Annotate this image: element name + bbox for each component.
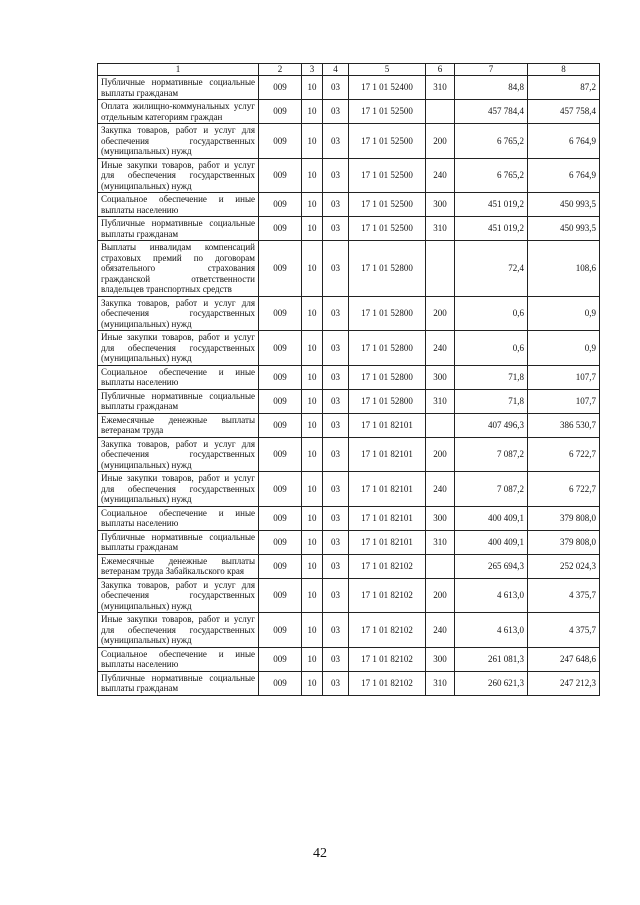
subsection-code-cell: 03 [323,472,349,507]
amount-year1-cell: 71,8 [455,365,528,389]
table-row [98,365,600,389]
table-row [98,331,600,366]
column-number: 2 [259,64,302,76]
amount-year1-cell: 72,4 [455,241,528,297]
row-name-cell: Социальное обеспечение и иные выплаты населению [98,193,259,217]
expense-type-cell [426,241,455,297]
amount-year2-cell: 4 375,7 [528,613,600,648]
amount-year1-cell: 451 019,2 [455,193,528,217]
row-name-cell: Социальное обеспечение и иные выплаты населению [98,365,259,389]
table-row [98,554,600,578]
section-code-cell: 10 [302,437,323,472]
table-row [98,530,600,554]
target-article-cell: 17 1 01 52800 [349,389,426,413]
row-name-cell: Публичные нормативные социальные выплаты гражданам [98,217,259,241]
section-code-cell: 10 [302,100,323,124]
amount-year1-cell: 71,8 [455,389,528,413]
section-code-cell: 10 [302,241,323,297]
row-name-cell: Публичные нормативные социальные выплаты гражданам [98,389,259,413]
column-number-row [98,64,600,76]
table-row [98,389,600,413]
expense-type-cell: 200 [426,296,455,331]
ministry-code-cell: 009 [259,389,302,413]
section-code-cell: 10 [302,413,323,437]
amount-year1-cell: 400 409,1 [455,530,528,554]
expense-type-cell: 300 [426,647,455,671]
subsection-code-cell: 03 [323,389,349,413]
row-name-cell: Публичные нормативные социальные выплаты гражданам [98,671,259,695]
ministry-code-cell: 009 [259,158,302,193]
section-code-cell: 10 [302,124,323,159]
amount-year2-cell: 0,9 [528,296,600,331]
ministry-code-cell: 009 [259,578,302,613]
amount-year1-cell: 407 496,3 [455,413,528,437]
expense-type-cell: 310 [426,530,455,554]
table-row [98,241,600,297]
ministry-code-cell: 009 [259,296,302,331]
table-row [98,296,600,331]
expense-type-cell: 310 [426,671,455,695]
amount-year2-cell: 6 764,9 [528,158,600,193]
row-name-cell: Иные закупки товаров, работ и услуг для обеспечения государственных (муниципальных) нужд [98,472,259,507]
amount-year2-cell: 379 808,0 [528,530,600,554]
subsection-code-cell: 03 [323,613,349,648]
ministry-code-cell: 009 [259,437,302,472]
target-article-cell: 17 1 01 82102 [349,578,426,613]
column-number: 5 [349,64,426,76]
table-row [98,193,600,217]
section-code-cell: 10 [302,472,323,507]
section-code-cell: 10 [302,365,323,389]
amount-year1-cell: 0,6 [455,331,528,366]
row-name-cell: Ежемесячные денежные выплаты ветеранам труда [98,413,259,437]
amount-year2-cell: 108,6 [528,241,600,297]
subsection-code-cell: 03 [323,437,349,472]
expense-type-cell: 200 [426,437,455,472]
column-number: 8 [528,64,600,76]
amount-year1-cell: 4 613,0 [455,613,528,648]
ministry-code-cell: 009 [259,647,302,671]
table-row [98,578,600,613]
ministry-code-cell: 009 [259,193,302,217]
target-article-cell: 17 1 01 82102 [349,647,426,671]
ministry-code-cell: 009 [259,413,302,437]
subsection-code-cell: 03 [323,530,349,554]
expense-type-cell: 310 [426,217,455,241]
row-name-cell: Социальное обеспечение и иные выплаты населению [98,506,259,530]
amount-year2-cell: 107,7 [528,365,600,389]
ministry-code-cell: 009 [259,217,302,241]
amount-year2-cell: 247 212,3 [528,671,600,695]
amount-year2-cell: 87,2 [528,76,600,100]
expense-type-cell: 240 [426,331,455,366]
ministry-code-cell: 009 [259,124,302,159]
amount-year1-cell: 260 621,3 [455,671,528,695]
subsection-code-cell: 03 [323,100,349,124]
amount-year1-cell: 400 409,1 [455,506,528,530]
expense-type-cell: 310 [426,389,455,413]
section-code-cell: 10 [302,76,323,100]
amount-year2-cell: 252 024,3 [528,554,600,578]
row-name-cell: Ежемесячные денежные выплаты ветеранам труда Забайкальского края [98,554,259,578]
amount-year1-cell: 7 087,2 [455,472,528,507]
amount-year1-cell: 261 081,3 [455,647,528,671]
target-article-cell: 17 1 01 52500 [349,124,426,159]
row-name-cell: Иные закупки товаров, работ и услуг для обеспечения государственных (муниципальных) нужд [98,158,259,193]
subsection-code-cell: 03 [323,296,349,331]
expense-type-cell: 300 [426,193,455,217]
section-code-cell: 10 [302,193,323,217]
ministry-code-cell: 009 [259,554,302,578]
target-article-cell: 17 1 01 52400 [349,76,426,100]
ministry-code-cell: 009 [259,100,302,124]
section-code-cell: 10 [302,530,323,554]
amount-year1-cell: 265 694,3 [455,554,528,578]
amount-year1-cell: 4 613,0 [455,578,528,613]
subsection-code-cell: 03 [323,647,349,671]
expense-type-cell: 300 [426,506,455,530]
column-number: 6 [426,64,455,76]
amount-year2-cell: 4 375,7 [528,578,600,613]
amount-year1-cell: 6 765,2 [455,124,528,159]
page-number: 42 [313,846,327,861]
row-name-cell: Закупка товаров, работ и услуг для обеспечения государственных (муниципальных) нужд [98,296,259,331]
target-article-cell: 17 1 01 52800 [349,331,426,366]
amount-year2-cell: 6 722,7 [528,437,600,472]
amount-year2-cell: 457 758,4 [528,100,600,124]
target-article-cell: 17 1 01 52800 [349,365,426,389]
amount-year1-cell: 6 765,2 [455,158,528,193]
target-article-cell: 17 1 01 82102 [349,671,426,695]
subsection-code-cell: 03 [323,217,349,241]
section-code-cell: 10 [302,613,323,648]
target-article-cell: 17 1 01 82101 [349,413,426,437]
row-name-cell: Выплаты инвалидам компенсаций страховых премий по договорам обязательного страхования гражданской ответственности владельцев транспортных средств [98,241,259,297]
section-code-cell: 10 [302,158,323,193]
section-code-cell: 10 [302,578,323,613]
row-name-cell: Оплата жилищно-коммунальных услуг отдельным категориям граждан [98,100,259,124]
expense-type-cell: 200 [426,124,455,159]
ministry-code-cell: 009 [259,365,302,389]
row-name-cell: Публичные нормативные социальные выплаты гражданам [98,76,259,100]
row-name-cell: Публичные нормативные социальные выплаты гражданам [98,530,259,554]
budget-table [97,63,600,696]
ministry-code-cell: 009 [259,530,302,554]
expense-type-cell: 240 [426,613,455,648]
ministry-code-cell: 009 [259,506,302,530]
subsection-code-cell: 03 [323,671,349,695]
target-article-cell: 17 1 01 52800 [349,296,426,331]
target-article-cell: 17 1 01 82101 [349,530,426,554]
column-number: 7 [455,64,528,76]
row-name-cell: Иные закупки товаров, работ и услуг для обеспечения государственных (муниципальных) нужд [98,613,259,648]
subsection-code-cell: 03 [323,124,349,159]
table-row [98,100,600,124]
amount-year2-cell: 379 808,0 [528,506,600,530]
ministry-code-cell: 009 [259,331,302,366]
amount-year1-cell: 457 784,4 [455,100,528,124]
target-article-cell: 17 1 01 82102 [349,554,426,578]
table-row [98,647,600,671]
row-name-cell: Социальное обеспечение и иные выплаты населению [98,647,259,671]
table-row [98,437,600,472]
amount-year1-cell: 7 087,2 [455,437,528,472]
table-row [98,472,600,507]
subsection-code-cell: 03 [323,241,349,297]
amount-year1-cell: 0,6 [455,296,528,331]
column-number: 1 [98,64,259,76]
ministry-code-cell: 009 [259,613,302,648]
table-row [98,76,600,100]
table-body [98,64,600,696]
target-article-cell: 17 1 01 52500 [349,217,426,241]
subsection-code-cell: 03 [323,158,349,193]
section-code-cell: 10 [302,389,323,413]
expense-type-cell: 240 [426,158,455,193]
subsection-code-cell: 03 [323,331,349,366]
amount-year2-cell: 386 530,7 [528,413,600,437]
section-code-cell: 10 [302,331,323,366]
target-article-cell: 17 1 01 82101 [349,437,426,472]
section-code-cell: 10 [302,554,323,578]
column-number: 4 [323,64,349,76]
expense-type-cell: 300 [426,365,455,389]
amount-year2-cell: 450 993,5 [528,193,600,217]
section-code-cell: 10 [302,217,323,241]
table-row [98,217,600,241]
row-name-cell: Закупка товаров, работ и услуг для обеспечения государственных (муниципальных) нужд [98,578,259,613]
target-article-cell: 17 1 01 52500 [349,100,426,124]
section-code-cell: 10 [302,671,323,695]
target-article-cell: 17 1 01 52800 [349,241,426,297]
target-article-cell: 17 1 01 82101 [349,506,426,530]
table-row [98,158,600,193]
amount-year2-cell: 0,9 [528,331,600,366]
table-row [98,124,600,159]
expense-type-cell: 310 [426,76,455,100]
table-row [98,671,600,695]
target-article-cell: 17 1 01 52500 [349,158,426,193]
row-name-cell: Иные закупки товаров, работ и услуг для обеспечения государственных (муниципальных) нужд [98,331,259,366]
target-article-cell: 17 1 01 82101 [349,472,426,507]
ministry-code-cell: 009 [259,241,302,297]
ministry-code-cell: 009 [259,472,302,507]
target-article-cell: 17 1 01 52500 [349,193,426,217]
subsection-code-cell: 03 [323,76,349,100]
amount-year2-cell: 247 648,6 [528,647,600,671]
expense-type-cell [426,100,455,124]
row-name-cell: Закупка товаров, работ и услуг для обеспечения государственных (муниципальных) нужд [98,124,259,159]
expense-type-cell [426,413,455,437]
column-number: 3 [302,64,323,76]
subsection-code-cell: 03 [323,193,349,217]
amount-year2-cell: 107,7 [528,389,600,413]
expense-type-cell: 240 [426,472,455,507]
subsection-code-cell: 03 [323,413,349,437]
amount-year2-cell: 450 993,5 [528,217,600,241]
amount-year1-cell: 84,8 [455,76,528,100]
section-code-cell: 10 [302,647,323,671]
section-code-cell: 10 [302,296,323,331]
row-name-cell: Закупка товаров, работ и услуг для обеспечения государственных (муниципальных) нужд [98,437,259,472]
table-row [98,506,600,530]
table-row [98,413,600,437]
amount-year2-cell: 6 722,7 [528,472,600,507]
ministry-code-cell: 009 [259,76,302,100]
amount-year2-cell: 6 764,9 [528,124,600,159]
subsection-code-cell: 03 [323,365,349,389]
amount-year1-cell: 451 019,2 [455,217,528,241]
expense-type-cell [426,554,455,578]
table-row [98,613,600,648]
subsection-code-cell: 03 [323,554,349,578]
subsection-code-cell: 03 [323,506,349,530]
section-code-cell: 10 [302,506,323,530]
subsection-code-cell: 03 [323,578,349,613]
target-article-cell: 17 1 01 82102 [349,613,426,648]
expense-type-cell: 200 [426,578,455,613]
ministry-code-cell: 009 [259,671,302,695]
